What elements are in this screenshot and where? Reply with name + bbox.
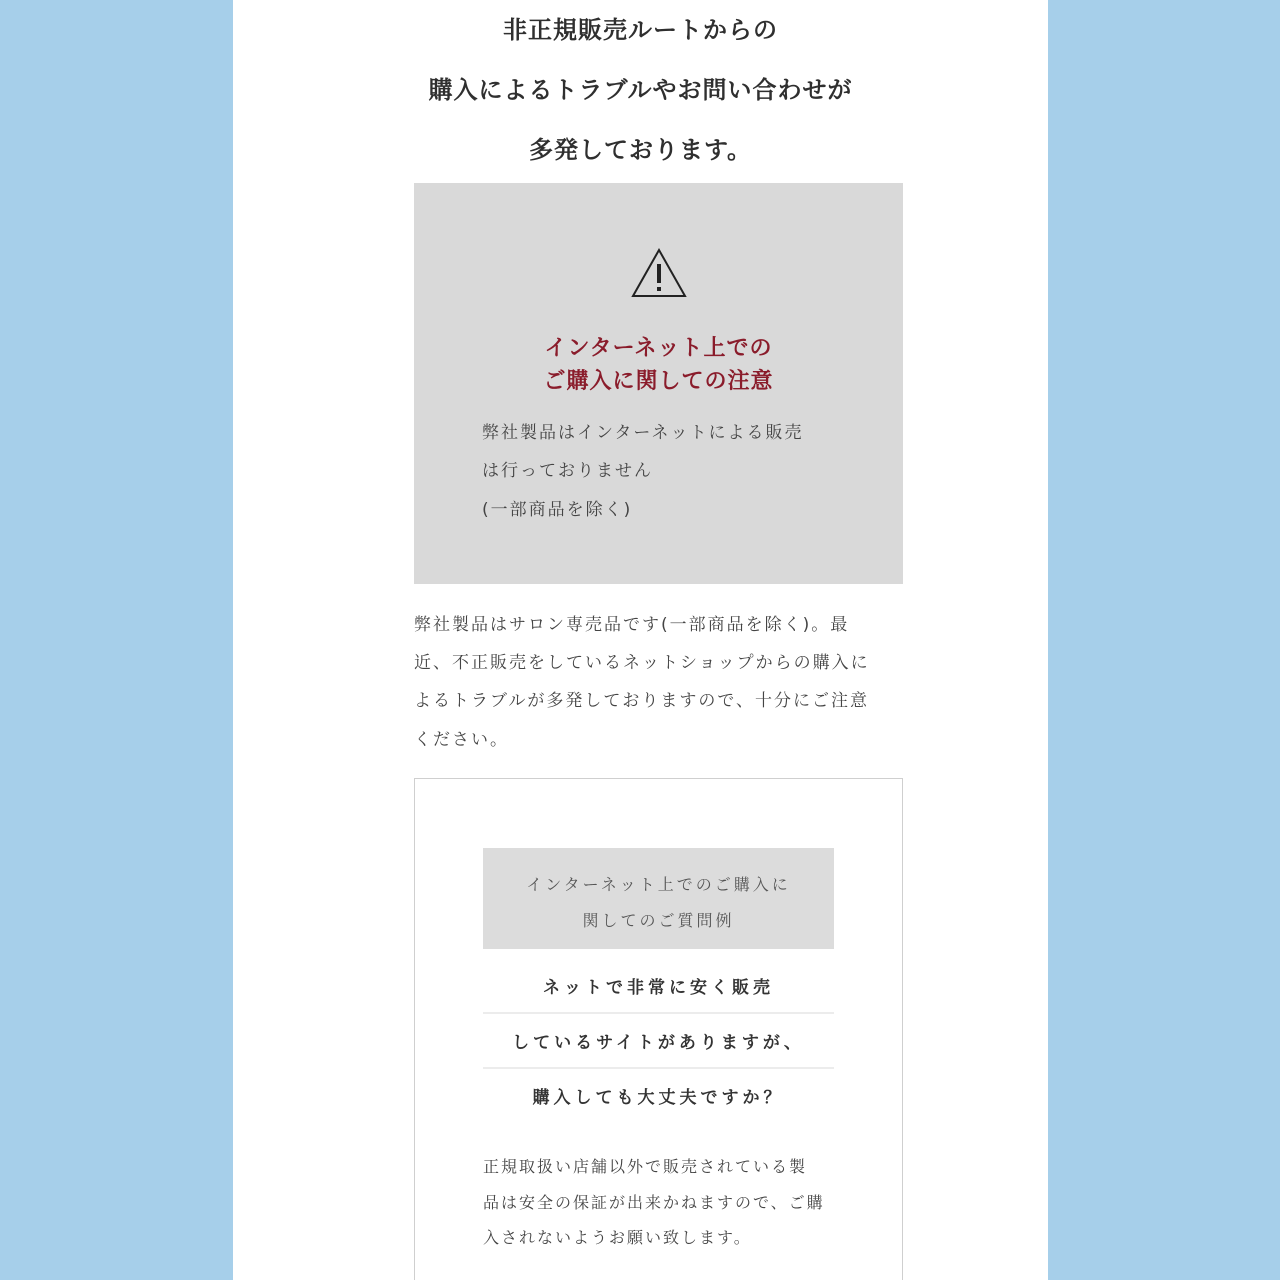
page-content: [233, 0, 1048, 1280]
body-text-line-4: ください。: [414, 730, 509, 750]
faq-header: [483, 848, 834, 949]
faq-answer-line-1: 正規取扱い店舗以外で販売されている製: [483, 1157, 808, 1176]
faq-question-line-1: [483, 960, 834, 1014]
body-text-line-1: 弊社製品はサロン専売品です(一部商品を除く)。最: [414, 615, 850, 635]
faq-question-line-3: [483, 1070, 834, 1124]
body-text-line-3: よるトラブルが多発しておりますので、十分にご注意: [414, 691, 869, 711]
faq-box: [414, 778, 903, 1280]
faq-answer-line-3: 入されないようお願い致します。: [483, 1228, 752, 1247]
notice-text-line-3: (一部商品を除く): [482, 500, 633, 520]
notice-title-line-2: ご購入に関しての注意: [543, 369, 774, 394]
notice-title-line-1: インターネット上での: [544, 336, 773, 361]
body-text-line-2: 近、不正販売をしているネットショップからの購入に: [414, 653, 870, 673]
headline-line-1: 非正規販売ルートからの: [503, 15, 778, 44]
faq-answer-line-2: 品は安全の保証が出来かねますので、ご購: [483, 1193, 825, 1212]
faq-question-text-3: 購入しても大丈夫ですか？: [532, 1088, 785, 1108]
notice-box: [414, 183, 903, 584]
faq-question-text-1: ネットで非常に安く販売: [543, 978, 774, 998]
faq-header-line-1: インターネット上でのご購入に: [526, 875, 791, 894]
faq-header-line-2: 関してのご質問例: [582, 911, 735, 930]
notice-text-line-1: 弊社製品はインターネットによる販売: [482, 423, 804, 443]
notice-text-line-2: は行っておりません: [482, 461, 653, 481]
faq-question-text-2: しているサイトがありますが、: [512, 1033, 805, 1053]
warning-icon: [630, 247, 688, 299]
headline-line-3: 多発しております。: [528, 135, 753, 164]
faq-question-line-2: [483, 1015, 834, 1069]
headline-line-2: 購入によるトラブルやお問い合わせが: [428, 75, 853, 104]
